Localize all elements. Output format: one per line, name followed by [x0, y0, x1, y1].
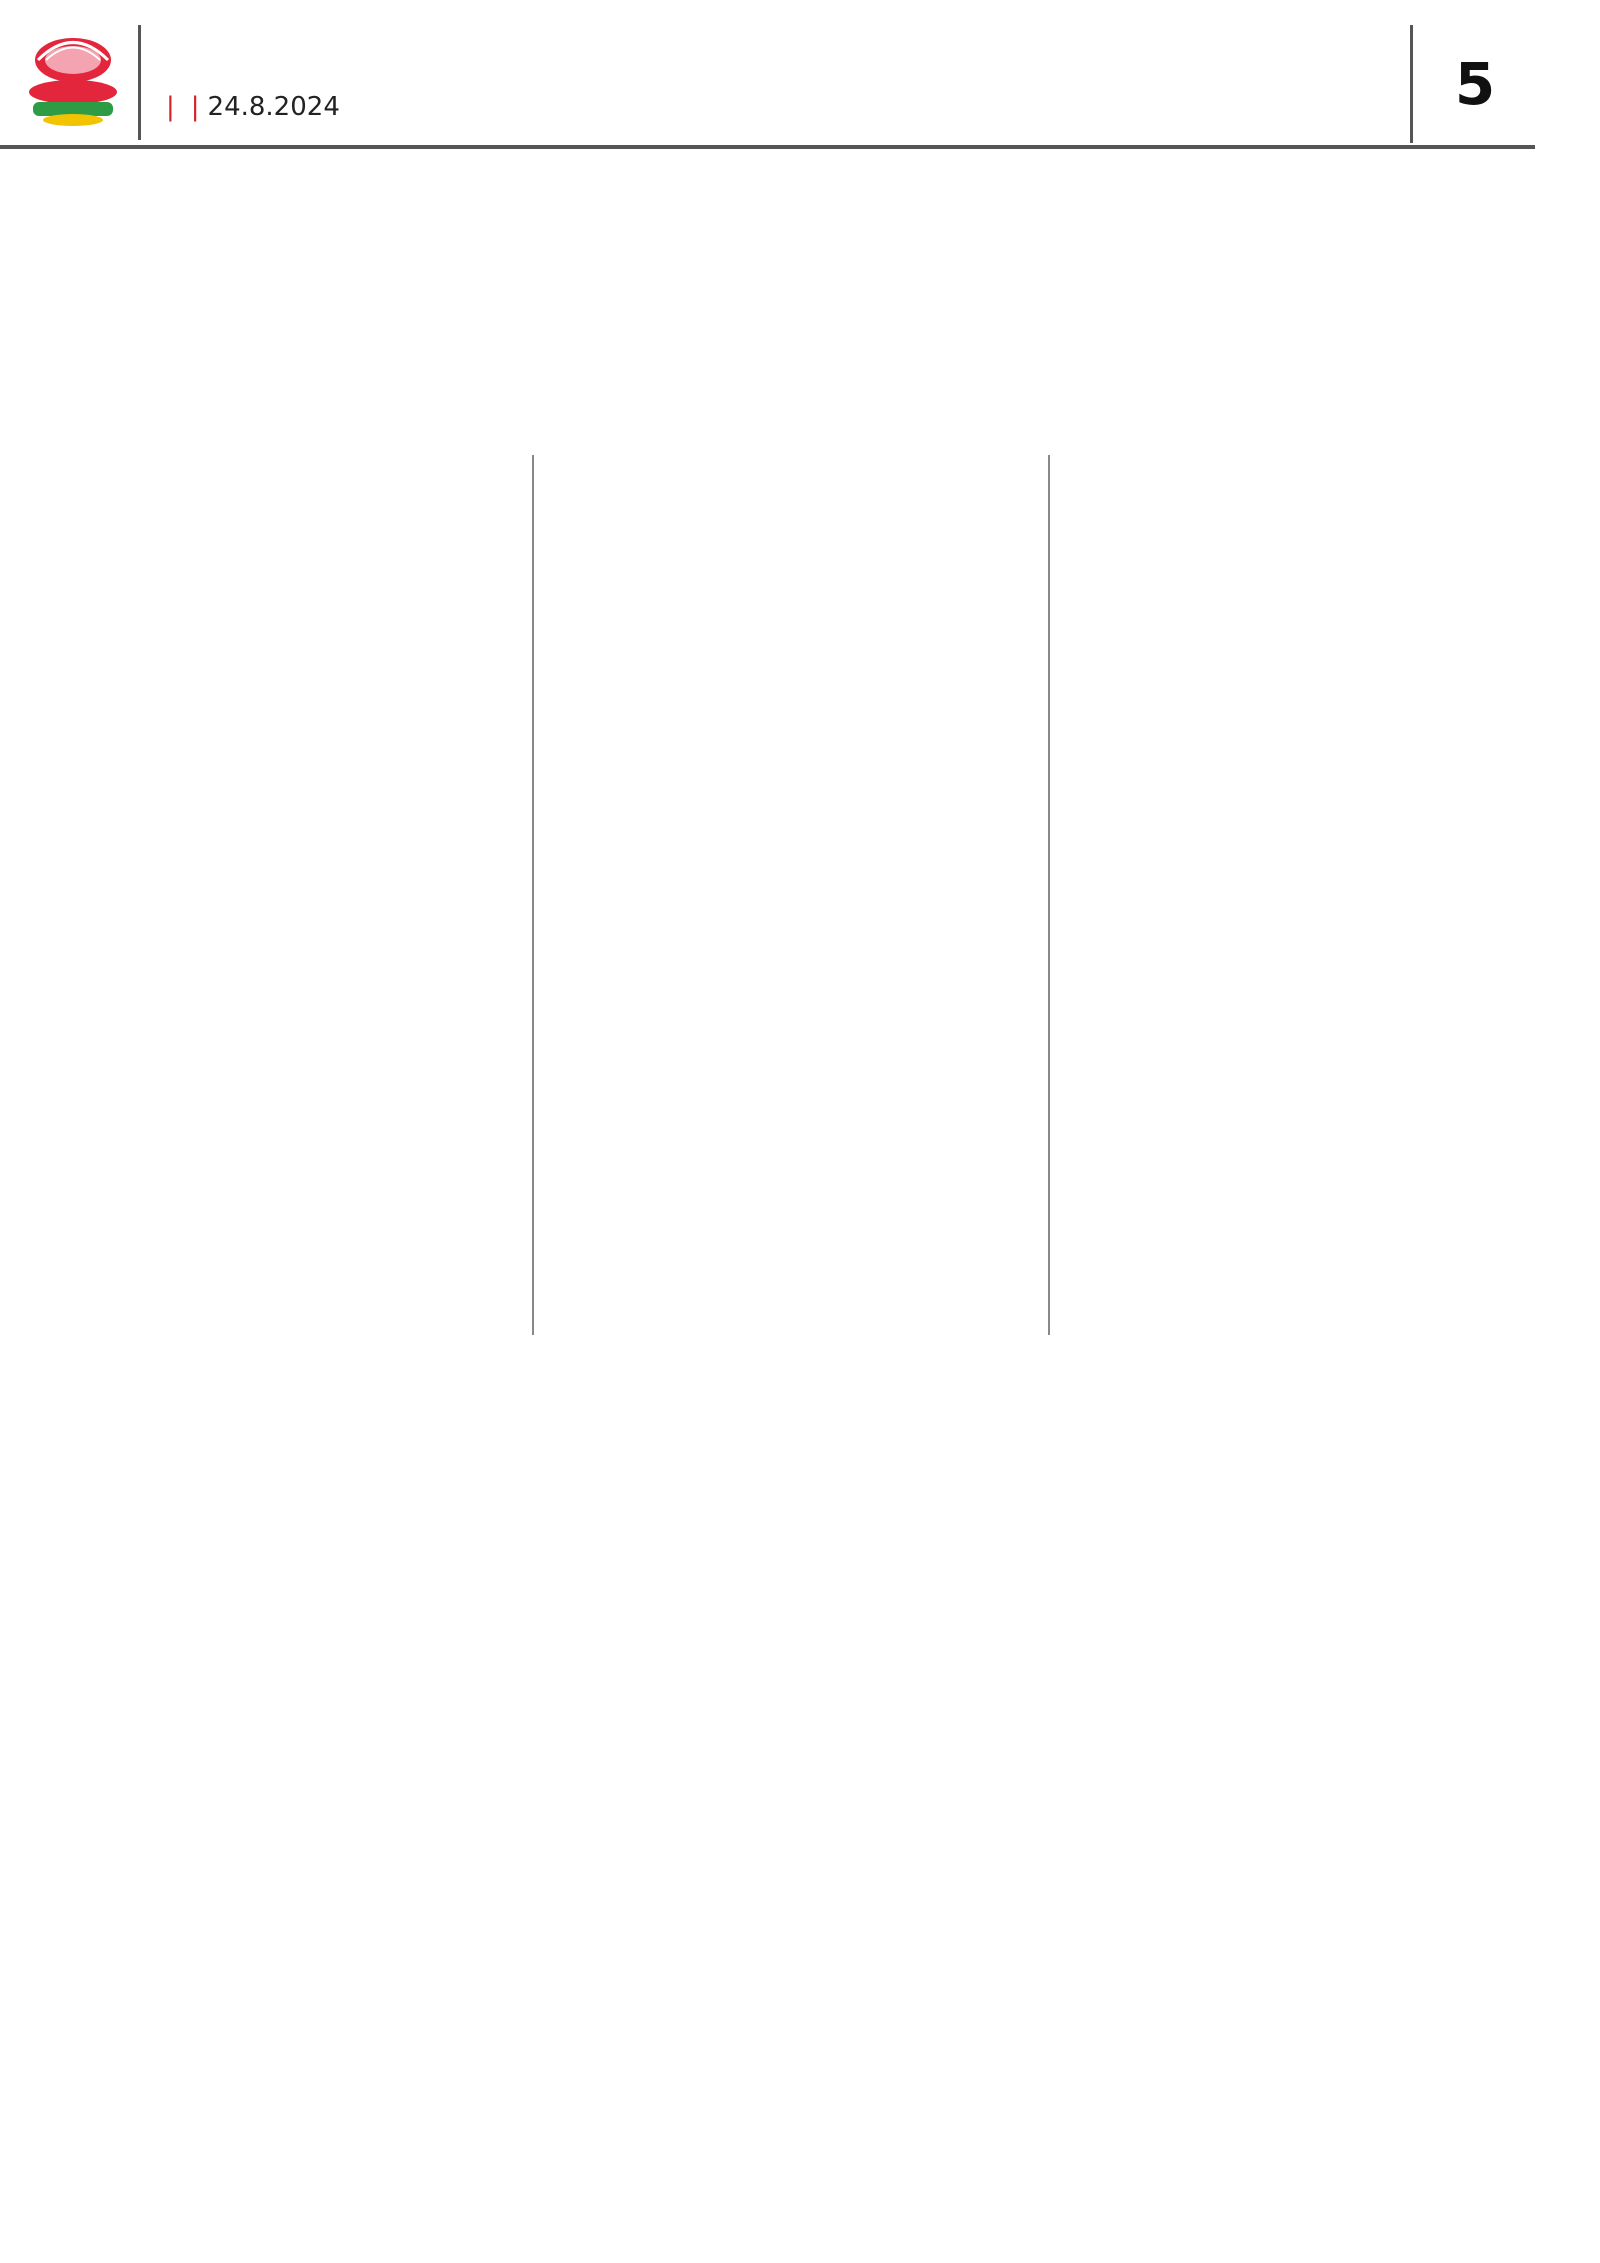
article-column — [1062, 455, 1550, 1355]
masthead-divider — [138, 25, 141, 140]
article-column — [546, 455, 1034, 1355]
headline-line — [30, 185, 1530, 295]
article-body — [30, 455, 1540, 1355]
article-column — [30, 455, 518, 1355]
edition-separator: | — [190, 92, 200, 122]
masthead — [0, 0, 1535, 149]
column-divider — [532, 455, 534, 1335]
article-headline — [30, 185, 1530, 405]
masthead-divider — [1410, 25, 1413, 143]
headline-line — [30, 295, 1530, 405]
column-divider — [1048, 455, 1050, 1335]
page-number: 5 — [1454, 50, 1496, 118]
edition-line — [158, 92, 340, 122]
edition-separator: | — [166, 92, 175, 122]
edition-date: 24.8.2024 — [207, 92, 340, 122]
lotus-logo-icon — [18, 30, 128, 130]
